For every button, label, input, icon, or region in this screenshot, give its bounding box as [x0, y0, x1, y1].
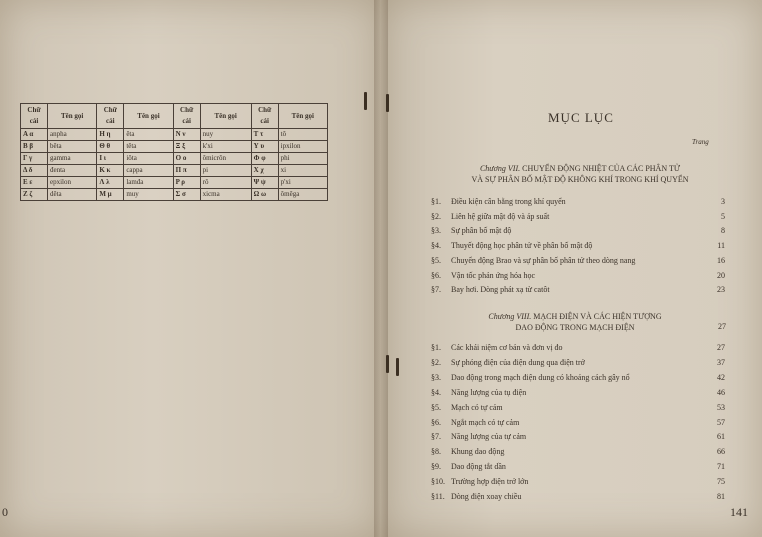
header-cell: Chữ cái: [97, 104, 124, 129]
header-cell: Tên gọi: [278, 104, 327, 129]
name-cell: ômêga: [278, 189, 327, 201]
name-cell: anpha: [48, 129, 97, 141]
section-title: Sự phân bố mật độ: [451, 226, 512, 236]
toc-entry: [431, 386, 725, 400]
name-cell: ômicrôn: [200, 153, 251, 165]
section-number: §7.: [431, 285, 441, 295]
letter-cell: Ν ν: [173, 129, 200, 141]
section-page: 11: [717, 241, 725, 251]
header-cell: Tên gọi: [124, 104, 173, 129]
header-cell: Chữ cái: [251, 104, 278, 129]
name-cell: phi: [278, 153, 327, 165]
letter-cell: Γ γ: [21, 153, 48, 165]
header-cell: Chữ cái: [173, 104, 200, 129]
table-row: [21, 153, 328, 165]
chapter-7-heading: [430, 163, 730, 185]
section-number: §9.: [431, 462, 441, 472]
letter-cell: Δ δ: [21, 165, 48, 177]
section-number: §3.: [431, 226, 441, 236]
table-row: [21, 141, 328, 153]
letter-cell: Ρ ρ: [173, 177, 200, 189]
section-page: 53: [717, 402, 725, 412]
section-title: Trường hợp điện trở lớn: [451, 477, 529, 487]
section-number: §7.: [431, 432, 441, 442]
section-page: 81: [717, 492, 725, 501]
section-number: §4.: [431, 241, 441, 251]
toc-entry: [431, 283, 725, 297]
chapter-8-title-line1: MẠCH ĐIỆN VÀ CÁC HIỆN TƯỢNG: [533, 312, 662, 321]
staple-mark: [364, 92, 367, 110]
section-title: Các khái niệm cơ bản và đơn vị đo: [451, 343, 563, 352]
section-page: 3: [721, 197, 725, 206]
chapter-8-title-line2: DAO ĐỘNG TRONG MẠCH ĐIỆN: [515, 323, 635, 332]
section-title: Thuyết động học phân tử về phân bố mật độ: [451, 241, 593, 251]
letter-cell: Σ σ: [173, 189, 200, 201]
section-number: §5.: [431, 255, 441, 265]
section-number: §11.: [431, 492, 445, 501]
name-cell: pi: [200, 165, 251, 177]
name-cell: cappa: [124, 165, 173, 177]
section-title: Năng lượng của tụ điện: [451, 387, 527, 397]
letter-cell: Ι ι: [97, 153, 124, 165]
toc-entry: [431, 460, 725, 474]
left-page-number: 0: [2, 505, 8, 519]
section-title: Bay hơi. Dòng phát xạ từ catôt: [451, 285, 550, 295]
toc-entry: [431, 475, 725, 489]
name-cell: p'xi: [278, 177, 327, 189]
letter-cell: Ψ ψ: [251, 177, 278, 189]
section-number: §6.: [431, 417, 441, 427]
name-cell: êta: [124, 129, 173, 141]
letter-cell: Χ χ: [251, 165, 278, 177]
section-page: 16: [717, 255, 725, 265]
toc-entry: [431, 490, 725, 504]
section-page: 57: [717, 417, 725, 427]
staple-mark: [386, 355, 389, 373]
section-page: 5: [721, 211, 725, 221]
letter-cell: Υ υ: [251, 141, 278, 153]
letter-cell: Ε ε: [21, 177, 48, 189]
section-page: 71: [717, 462, 725, 472]
section-number: §1.: [431, 343, 441, 352]
letter-cell: Η η: [97, 129, 124, 141]
page-column-label: Trang: [692, 138, 709, 146]
chapter-7-label: Chương VII.: [479, 164, 521, 173]
toc-entry: [431, 401, 725, 415]
toc-entry: [431, 341, 725, 355]
chapter-7-title-line2: VÀ SỰ PHÂN BỐ MẬT ĐỘ KHÔNG KHÍ TRONG KHÍ QUYỂN: [471, 175, 689, 184]
section-title: Khung dao động: [451, 447, 505, 457]
name-cell: gamma: [48, 153, 97, 165]
name-cell: xicma: [200, 189, 251, 201]
section-number: §5.: [431, 402, 441, 412]
name-cell: nuy: [200, 129, 251, 141]
table-row: [21, 165, 328, 177]
section-title: Ngắt mạch có tự cảm: [451, 417, 520, 427]
section-page: 42: [717, 372, 725, 382]
header-cell: Tên gọi: [200, 104, 251, 129]
section-number: §10.: [431, 477, 445, 487]
section-page: 46: [717, 387, 725, 397]
letter-cell: Θ θ: [97, 141, 124, 153]
toc-entry: [431, 224, 725, 238]
section-number: §6.: [431, 270, 441, 280]
toc-entry: [431, 371, 725, 385]
letter-cell: Φ φ: [251, 153, 278, 165]
letter-cell: Ω ω: [251, 189, 278, 201]
toc-entry: [431, 269, 725, 283]
section-page: 75: [717, 477, 725, 487]
toc-entry: [431, 430, 725, 444]
toc-entry: [431, 210, 725, 224]
section-page: 61: [717, 432, 725, 442]
section-title: Dòng điện xoay chiều: [451, 492, 522, 501]
name-cell: dêta: [48, 189, 97, 201]
letter-cell: Π π: [173, 165, 200, 177]
toc-entry: [431, 445, 725, 459]
name-cell: ipxilon: [278, 141, 327, 153]
section-number: §4.: [431, 387, 441, 397]
section-page: 8: [721, 226, 725, 236]
letter-cell: Μ μ: [97, 189, 124, 201]
letter-cell: Ξ ξ: [173, 141, 200, 153]
right-page-number: 141: [730, 505, 748, 519]
section-page: 66: [717, 447, 725, 457]
contents-title: MỤC LỤC: [548, 110, 614, 125]
section-title: Dao động tắt dần: [451, 462, 506, 472]
section-page: 37: [717, 357, 725, 367]
name-cell: k'xi: [200, 141, 251, 153]
toc-entry: [431, 254, 725, 268]
chapter-8-heading: [440, 311, 710, 333]
toc-entry: [431, 195, 725, 209]
toc-entry: [431, 356, 725, 370]
section-page: 23: [717, 285, 725, 295]
section-title: Năng lượng của tự cảm: [451, 432, 527, 442]
name-cell: epxilon: [48, 177, 97, 189]
section-title: Liên hệ giữa mật độ và áp suất: [451, 211, 550, 221]
table-row: [21, 189, 328, 201]
chapter-8-page: 27: [718, 322, 726, 331]
section-title: Điều kiện cân bằng trong khí quyển: [451, 197, 566, 206]
section-number: §1.: [431, 197, 441, 206]
section-title: Chuyển động Brao và sự phân bố phân tử theo dòng nang: [451, 255, 636, 265]
name-cell: lamđa: [124, 177, 173, 189]
section-number: §3.: [431, 372, 441, 382]
toc-entry: [431, 239, 725, 253]
chapter-8-label: Chương VIII.: [488, 312, 532, 321]
letter-cell: Α α: [21, 129, 48, 141]
name-cell: rô: [200, 177, 251, 189]
name-cell: iôta: [124, 153, 173, 165]
letter-cell: Κ κ: [97, 165, 124, 177]
letter-cell: Λ λ: [97, 177, 124, 189]
section-page: 27: [717, 343, 725, 352]
letter-cell: Τ τ: [251, 129, 278, 141]
letter-cell: Β β: [21, 141, 48, 153]
staple-mark: [396, 358, 399, 376]
staple-mark: [386, 94, 389, 112]
name-cell: têta: [124, 141, 173, 153]
book-gutter: [374, 0, 388, 537]
chapter-7-title-line1: CHUYỂN ĐỘNG NHIỆT CỦA CÁC PHÂN TỬ: [522, 164, 681, 173]
name-cell: muy: [124, 189, 173, 201]
letter-cell: Ο ο: [173, 153, 200, 165]
section-number: §2.: [431, 211, 441, 221]
section-title: Sự phóng điện của điện dung qua điện trở: [451, 357, 585, 367]
greek-alphabet-table: [20, 103, 328, 201]
table-row: [21, 177, 328, 189]
section-number: §2.: [431, 357, 441, 367]
toc-entry: [431, 416, 725, 430]
table-row: [21, 129, 328, 141]
section-title: Mạch có tự cảm: [451, 402, 503, 412]
section-title: Vận tốc phản ứng hóa học: [451, 270, 536, 280]
name-cell: xi: [278, 165, 327, 177]
section-number: §8.: [431, 447, 441, 457]
section-title: Dao động trong mạch điện dung có khoảng cách gây nổ: [451, 372, 630, 382]
name-cell: tô: [278, 129, 327, 141]
header-cell: Tên gọi: [48, 104, 97, 129]
letter-cell: Ζ ζ: [21, 189, 48, 201]
name-cell: bêta: [48, 141, 97, 153]
table-header-row: [21, 104, 328, 129]
section-page: 20: [717, 270, 725, 280]
name-cell: đenta: [48, 165, 97, 177]
header-cell: Chữ cái: [21, 104, 48, 129]
